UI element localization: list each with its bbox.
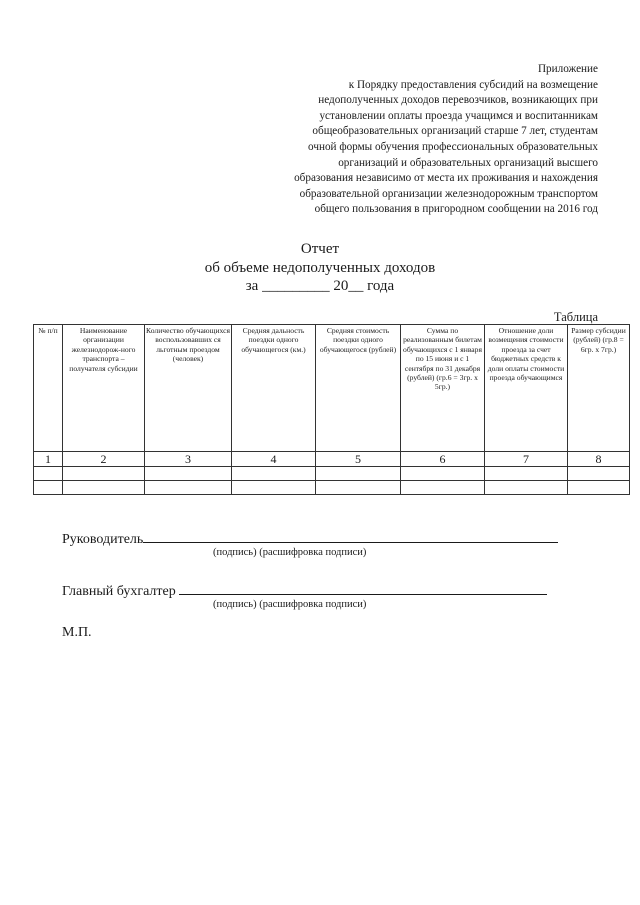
column-header: Наименование организации железнодорож-ного транспорта – получателя субсидии (63, 325, 145, 452)
accountant-signature-hint: (подпись) (расшифровка подписи) (213, 599, 367, 610)
appendix-line: общего пользования в пригородном сообщении на 2016 год (314, 203, 598, 216)
appendix-line: к Порядку предоставления субсидий на возмещение (348, 78, 598, 91)
director-signature-hint: (подпись) (расшифровка подписи) (213, 547, 367, 558)
title-line-period: за _________ 20__ года (245, 278, 395, 294)
table-cell (485, 467, 568, 481)
table-cell (34, 467, 63, 481)
table-row (34, 467, 630, 481)
appendix-line: установлении оплаты проезда учащимся и воспитанникам (319, 109, 598, 122)
column-number: 2 (63, 452, 145, 467)
column-header: Сумма по реализованным билетам обучающихся с 1 января по 15 июня и с 1 сентября по 31 декабря (рублей) (гр.6 = 3гр. х 5гр.) (401, 325, 485, 452)
column-header: № п/п (34, 325, 63, 452)
table-cell (316, 467, 401, 481)
column-header: Отношение доли возмещения стоимости проезда за счет бюджетных средств к доли оплаты стоимости проезда обучающимся (485, 325, 568, 452)
table-cell (232, 481, 316, 495)
title-line-subject: об объеме недополученных доходов (204, 259, 436, 276)
report-title (0, 240, 640, 296)
report-table (33, 324, 630, 495)
appendix-line: образования независимо от места их проживания и нахождения (294, 172, 598, 185)
column-header: Средняя дальность поездки одного обучающегося (км.) (232, 325, 316, 452)
table-row (34, 481, 630, 495)
stamp-placeholder: М.П. (62, 625, 92, 640)
table-cell (568, 481, 630, 495)
column-header: Средняя стоимость поездки одного обучающегося (рублей) (316, 325, 401, 452)
table-header-row (34, 325, 630, 452)
appendix-line: Приложение (537, 63, 598, 75)
table-cell (401, 481, 485, 495)
column-number: 1 (34, 452, 63, 467)
table-cell (568, 467, 630, 481)
table-cell (34, 481, 63, 495)
table-cell (316, 481, 401, 495)
table-cell (63, 467, 145, 481)
appendix-line: образовательной организации железнодорожным транспортом (299, 187, 598, 200)
director-label: Руководитель (62, 532, 144, 547)
table-cell (485, 481, 568, 495)
table-cell (63, 481, 145, 495)
director-signature-line (143, 530, 558, 543)
title-line-report: Отчет (300, 241, 340, 257)
table-cell (145, 467, 232, 481)
column-number: 3 (145, 452, 232, 467)
accountant-signature-line (179, 582, 547, 595)
appendix-note (198, 62, 598, 218)
appendix-line: очной формы обучения профессиональных образовательных (308, 140, 598, 153)
column-number-row (34, 452, 630, 467)
column-number: 6 (401, 452, 485, 467)
appendix-line: недополученных доходов перевозчиков, возникающих при (318, 94, 598, 107)
column-header: Размер субсидии (рублей) (гр.8 = 6гр. х 7гр.) (568, 325, 630, 452)
column-number: 5 (316, 452, 401, 467)
column-number: 7 (485, 452, 568, 467)
table-cell (401, 467, 485, 481)
accountant-signature (62, 582, 547, 600)
accountant-label: Главный бухгалтер (62, 584, 180, 599)
column-header: Количество обучающихся воспользовавших ся льготным проездом (человек) (145, 325, 232, 452)
table-caption: Таблица (553, 310, 598, 324)
column-number: 8 (568, 452, 630, 467)
director-signature (62, 530, 558, 548)
table-cell (145, 481, 232, 495)
appendix-line: организаций и образовательных организаций высшего (338, 156, 598, 169)
table-cell (232, 467, 316, 481)
column-number: 4 (232, 452, 316, 467)
appendix-line: общеобразовательных организаций старше 7 лет, студентам (312, 125, 598, 138)
